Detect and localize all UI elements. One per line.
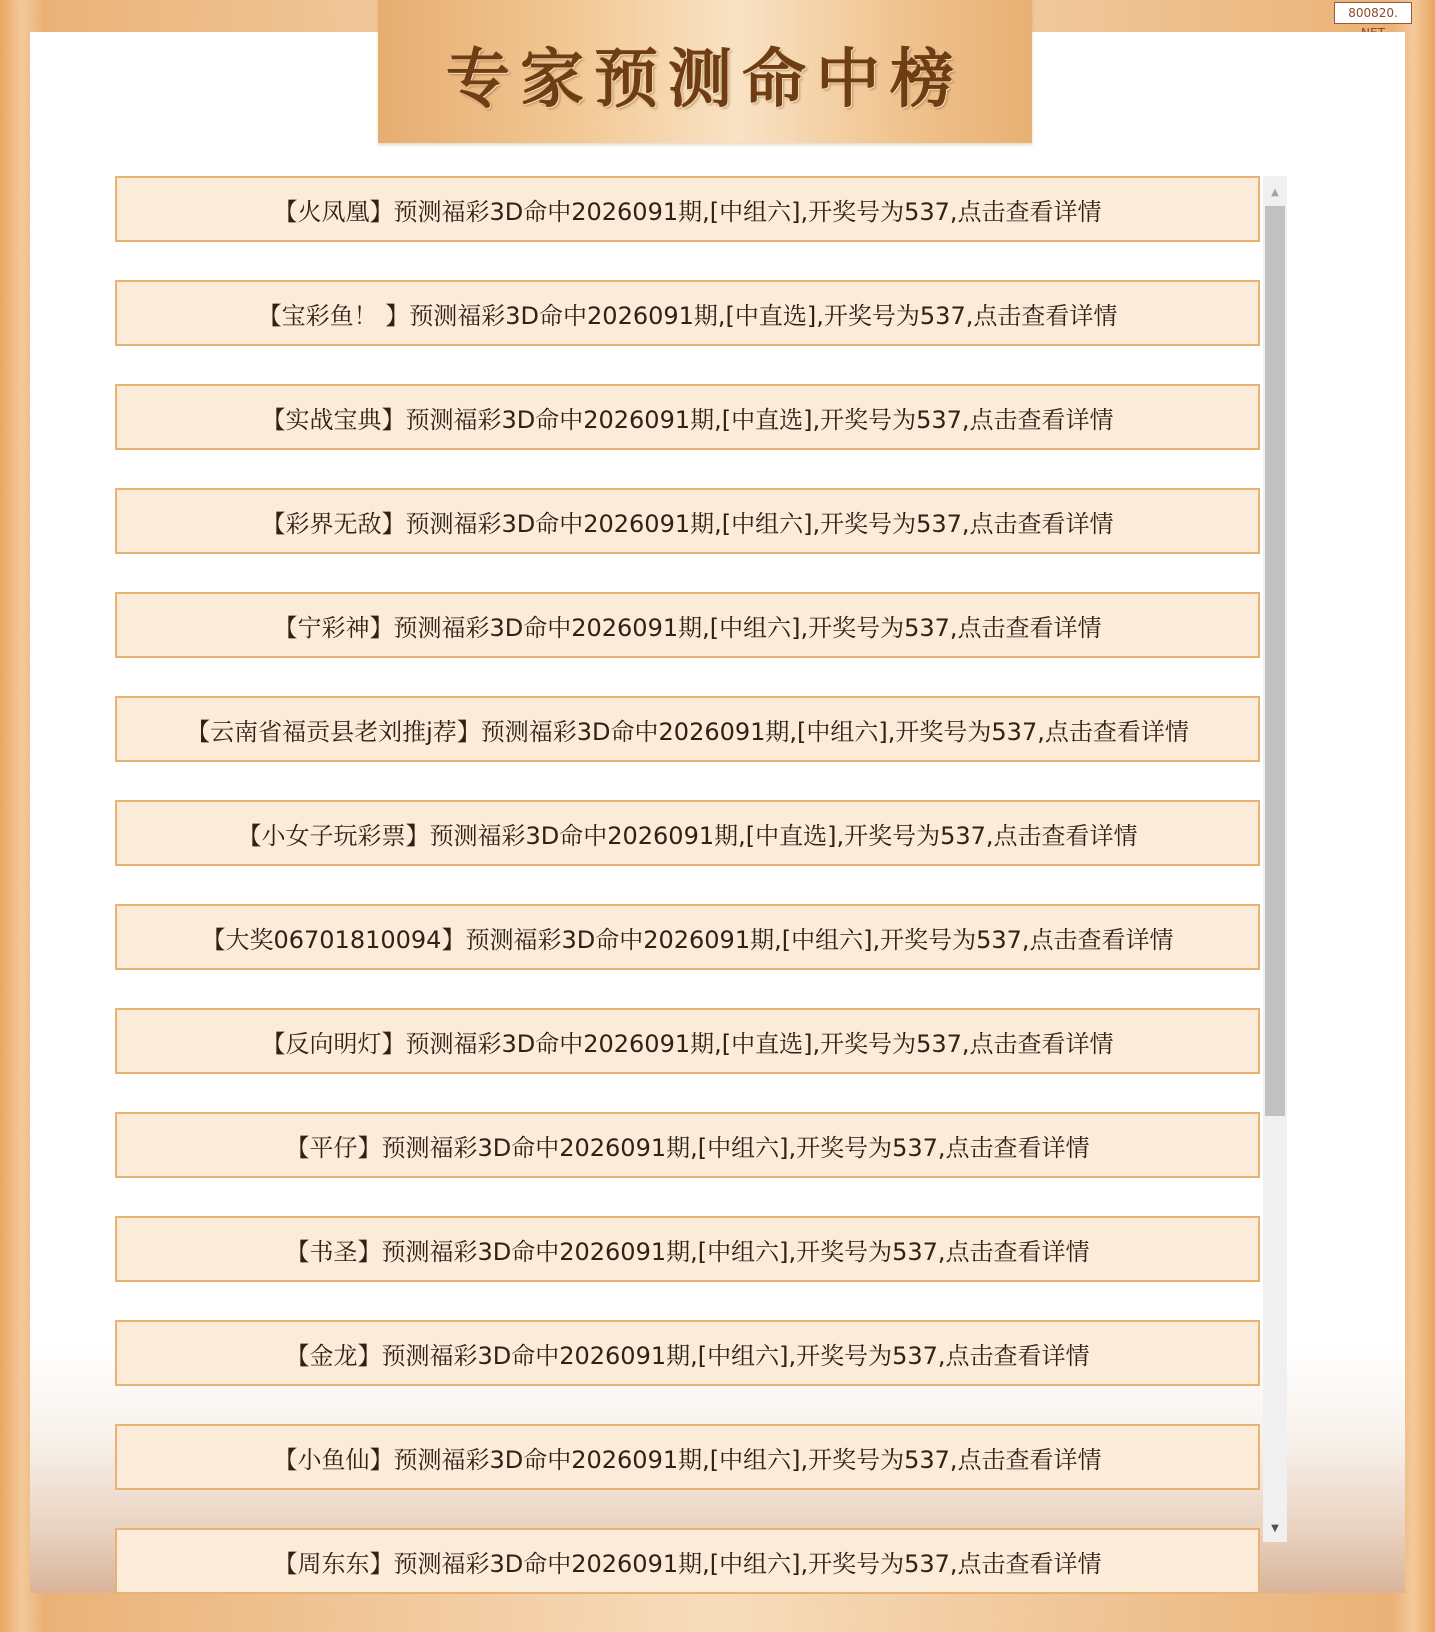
list-item-label: 【火凤凰】预测福彩3D命中2026091期,[中组六],开奖号为537,点击查看详情 bbox=[273, 197, 1102, 226]
scroll-thumb[interactable] bbox=[1265, 206, 1285, 1116]
list-item[interactable] bbox=[115, 176, 1260, 242]
list-item[interactable] bbox=[115, 488, 1260, 554]
list-item-label: 【宝彩鱼！ 】预测福彩3D命中2026091期,[中直选],开奖号为537,点击查看详情 bbox=[257, 301, 1118, 330]
list-item[interactable] bbox=[115, 904, 1260, 970]
list-item-label: 【小女子玩彩票】预测福彩3D命中2026091期,[中直选],开奖号为537,点击查看详情 bbox=[237, 821, 1138, 850]
scroll-up-button[interactable] bbox=[1263, 182, 1287, 202]
triangle-down-icon: ▼ bbox=[1271, 1522, 1279, 1534]
list-item-label: 【实战宝典】预测福彩3D命中2026091期,[中直选],开奖号为537,点击查看详情 bbox=[261, 405, 1114, 434]
prediction-list bbox=[115, 176, 1260, 1632]
list-item-label: 【小鱼仙】预测福彩3D命中2026091期,[中组六],开奖号为537,点击查看详情 bbox=[273, 1445, 1102, 1474]
list-item[interactable] bbox=[115, 1216, 1260, 1282]
list-item[interactable] bbox=[115, 1112, 1260, 1178]
list-item-label: 【大奖06701810094】预测福彩3D命中2026091期,[中组六],开奖号为537,点击查看详情 bbox=[201, 925, 1174, 954]
list-item-label: 【宁彩神】预测福彩3D命中2026091期,[中组六],开奖号为537,点击查看详情 bbox=[273, 613, 1102, 642]
list-item-label: 【彩界无敌】预测福彩3D命中2026091期,[中组六],开奖号为537,点击查看详情 bbox=[261, 509, 1114, 538]
list-item[interactable] bbox=[115, 696, 1260, 762]
list-item[interactable] bbox=[115, 384, 1260, 450]
list-item[interactable] bbox=[115, 1320, 1260, 1386]
list-item[interactable] bbox=[115, 800, 1260, 866]
list-item-label: 【反向明灯】预测福彩3D命中2026091期,[中直选],开奖号为537,点击查看详情 bbox=[261, 1029, 1114, 1058]
list-item-label: 【云南省福贡县老刘推j荐】预测福彩3D命中2026091期,[中组六],开奖号为537,点击查看详情 bbox=[186, 717, 1189, 746]
site-watermark: 800820. bbox=[1334, 2, 1412, 24]
list-item-label: 【周东东】预测福彩3D命中2026091期,[中组六],开奖号为537,点击查看详情 bbox=[273, 1549, 1102, 1578]
title-banner bbox=[378, 0, 1032, 143]
list-item[interactable] bbox=[115, 1424, 1260, 1490]
list-item[interactable] bbox=[115, 280, 1260, 346]
list-item[interactable] bbox=[115, 1008, 1260, 1074]
list-item-label: 【书圣】预测福彩3D命中2026091期,[中组六],开奖号为537,点击查看详情 bbox=[285, 1237, 1090, 1266]
scroll-down-button[interactable] bbox=[1263, 1518, 1287, 1538]
list-item[interactable] bbox=[115, 592, 1260, 658]
list-item-label: 【金龙】预测福彩3D命中2026091期,[中组六],开奖号为537,点击查看详情 bbox=[285, 1341, 1090, 1370]
list-item[interactable] bbox=[115, 1528, 1260, 1594]
page-title: 专家预测命中榜 bbox=[446, 42, 964, 117]
vertical-scrollbar[interactable] bbox=[1263, 176, 1287, 1542]
triangle-up-icon: ▲ bbox=[1271, 186, 1279, 198]
list-item-label: 【平仔】预测福彩3D命中2026091期,[中组六],开奖号为537,点击查看详情 bbox=[285, 1133, 1090, 1162]
